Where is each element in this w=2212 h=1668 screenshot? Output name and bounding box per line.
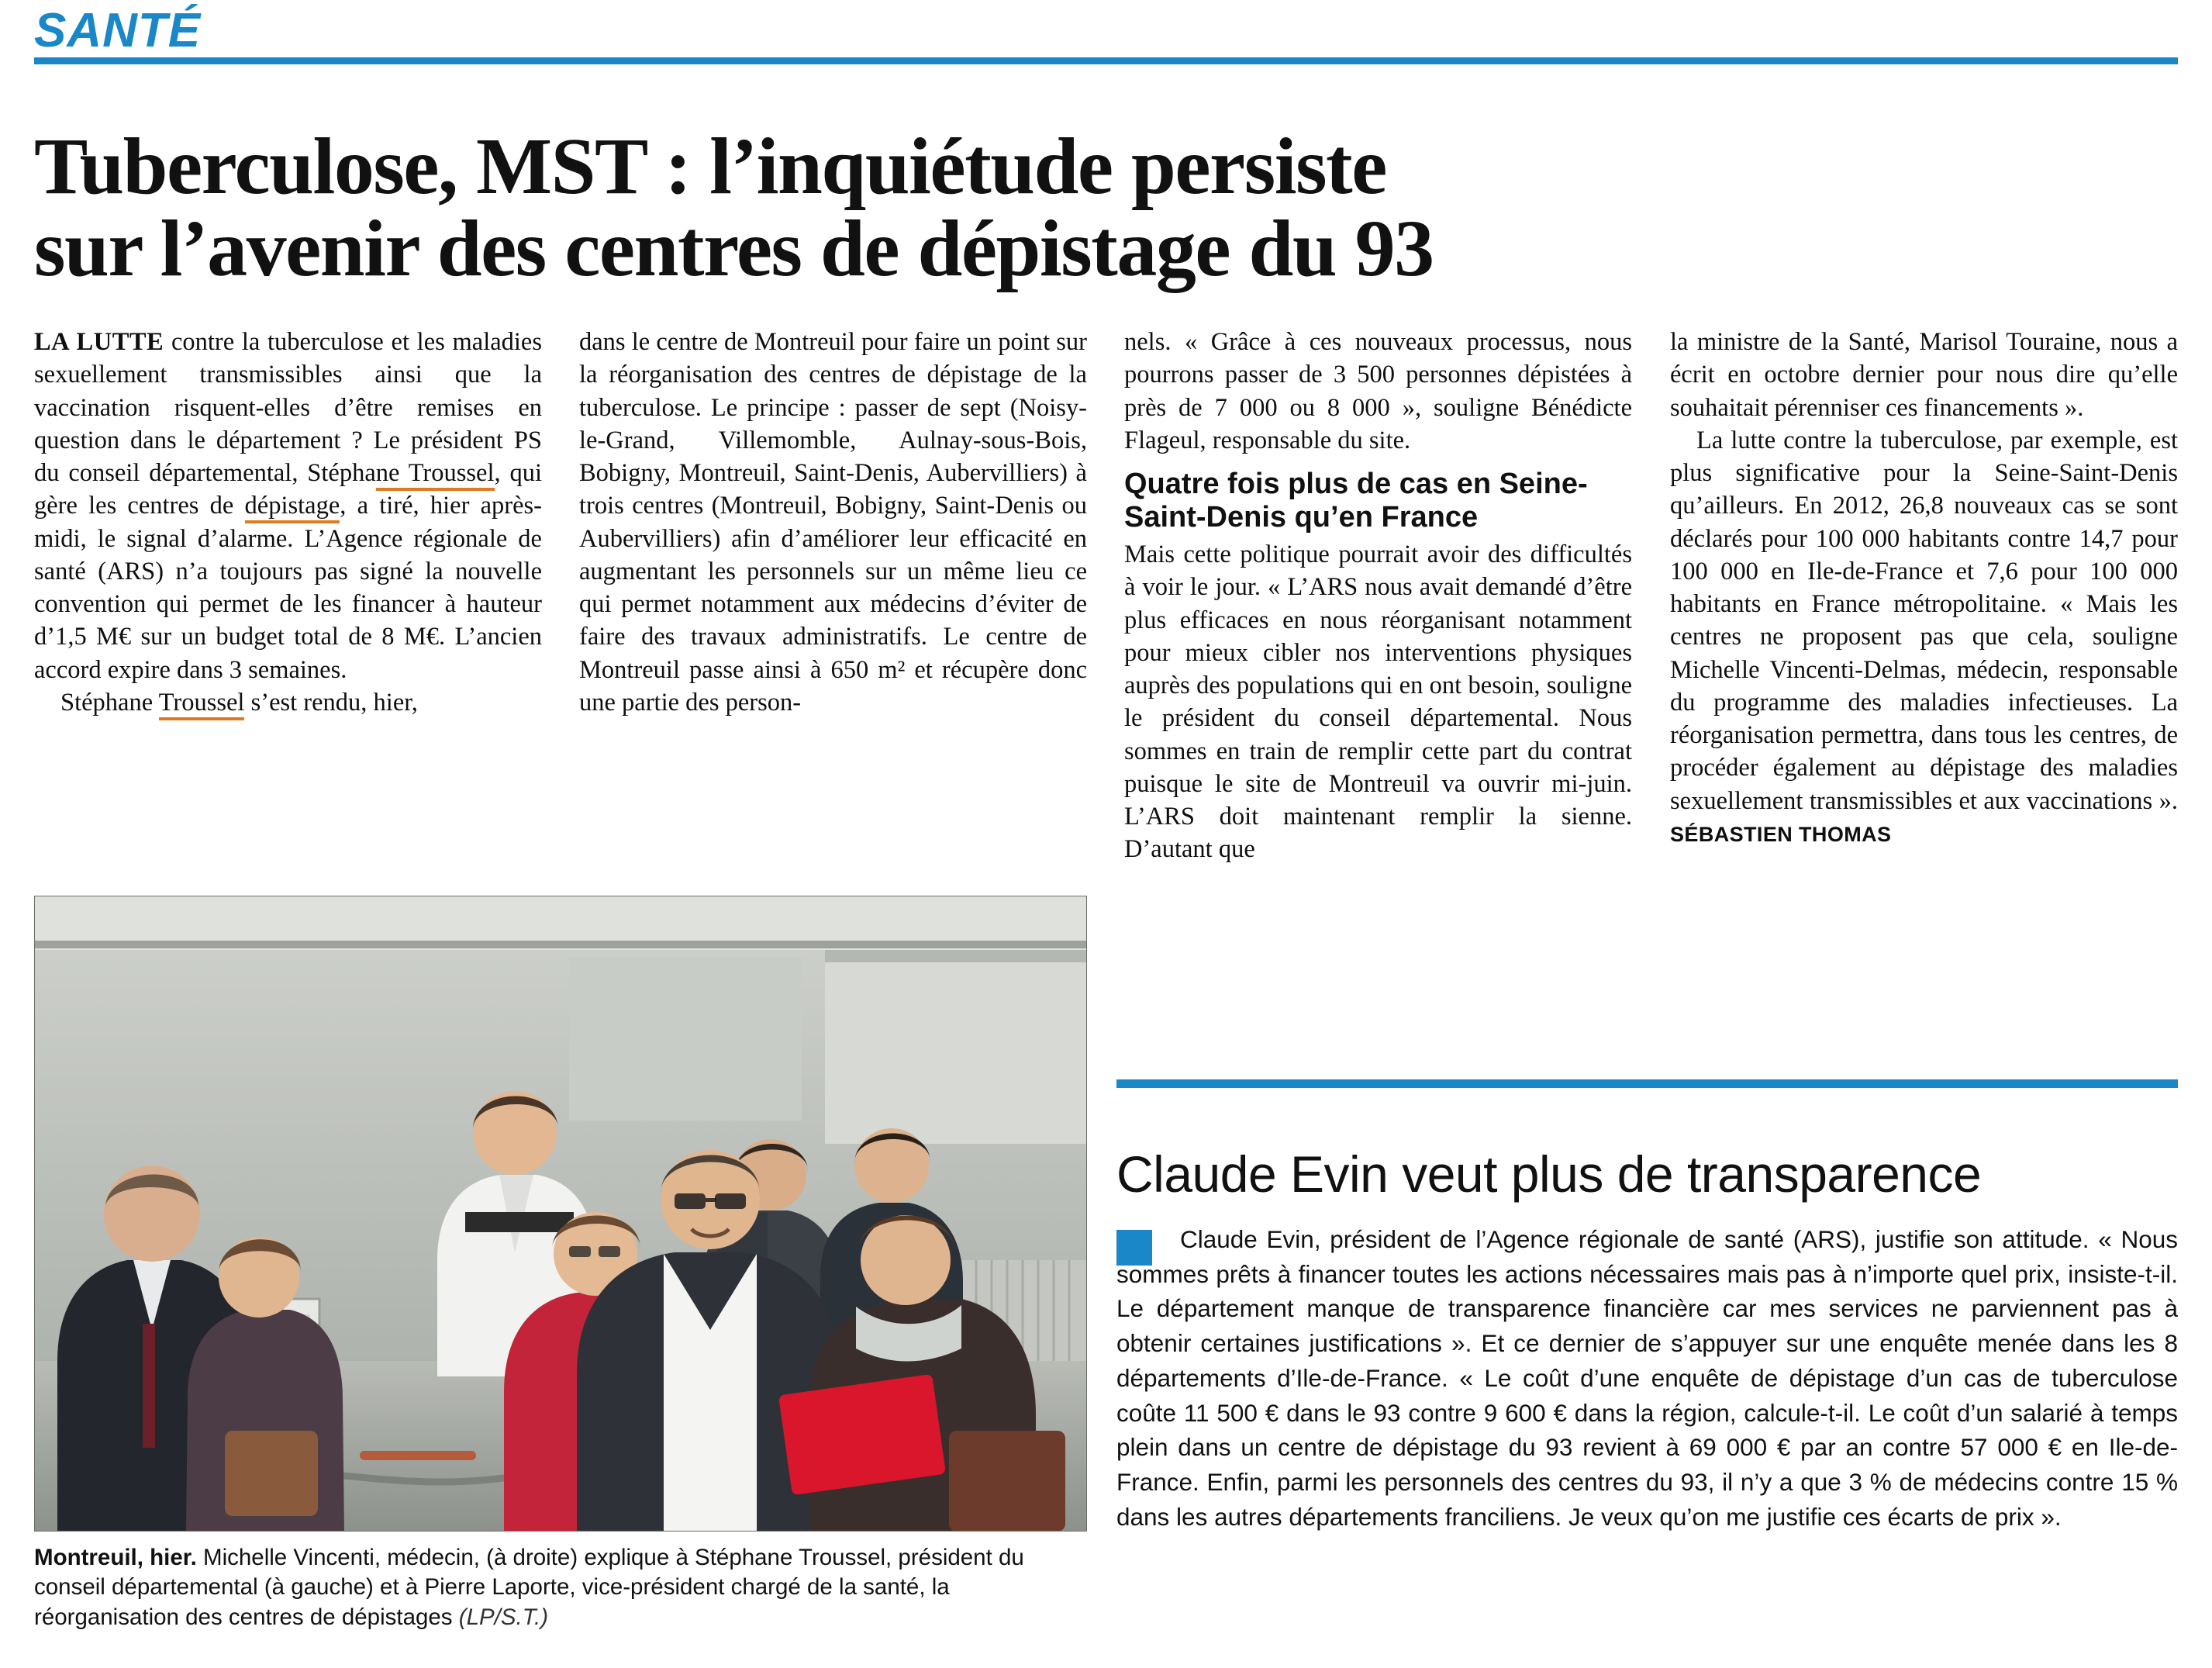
headline-line-2: sur l’avenir des centres de dépistage du 93 — [34, 203, 1434, 293]
paragraph — [1670, 424, 2178, 850]
paragraph-text: Stéphane — [60, 688, 159, 717]
paragraph-text: , qui gère les centres de — [34, 459, 543, 520]
paragraph: la ministre de la Santé, Marisol Touraine, nous a écrit en octobre dernier pour nous dire qu’elle souhaitait pérenniser ces financements ». — [1670, 328, 2178, 422]
secondary-article-body — [1116, 1222, 2178, 1534]
article-column-2 — [579, 326, 1087, 719]
headline-line-1: Tuberculose, MST : l’inquiétude persiste — [34, 121, 1386, 211]
photo-credit: (LP/S.T.) — [458, 1604, 549, 1630]
paragraph — [34, 326, 542, 686]
highlighted-word-depistage: dépistage — [245, 492, 340, 523]
section-divider-rule — [34, 57, 2178, 64]
caption-text: Michelle Vincenti, médecin, (à droite) explique à Stéphane Troussel, président du conseil départemental (à gauche) et à Pierre Laporte, vice-président chargé de la santé, la réorganisation des centres de dépistages — [34, 1545, 1024, 1630]
paragraph-text: contre la tuberculose et les maladies sexuellement transmissibles ainsi que la vaccination risquent-elles d’être remises en question dans le département ? Le président PS du conseil départemental, Stépha — [34, 328, 542, 487]
article-byline: SÉBASTIEN THOMAS — [1670, 822, 1892, 846]
paragraph-text: , a tiré, hier après-midi, le signal d’alarme. L’Agence régionale de santé (ARS) n’a toujours pas signé la nouvelle convention qui permet de les financer à hauteur d’1,5 M€ sur un budget total de 8 M€. L’ancien accord expire dans 3 semaines. — [34, 492, 542, 684]
article-photo — [34, 896, 1087, 1532]
article-subheading: Quatre fois plus de cas en Seine-Saint-Denis qu’en France — [1124, 468, 1588, 534]
article-column-3 — [1124, 326, 1632, 866]
highlighted-name-troussel-2: Troussel — [159, 689, 245, 720]
photo-image — [34, 896, 1087, 1532]
section-label: SANTÉ — [34, 4, 202, 57]
paragraph-text: La lutte contre la tuberculose, par exemple, est plus significative pour la Seine-Saint-Denis qu’ailleurs. En 2012, 26,8 nouveaux cas se sont déclarés pour 100 000 habitants contre 14,7 pour 100 000 en Ile-de-France et 7,6 pour 100 000 habitants en France métropolitaine. « Mais les centres ne proposent pas que cela, souligne Michelle Vincenti-Delmas, médecin, responsable du programme des maladies infectieuses. La réorganisation permettra, dans tous les centres, de procéder également au dépistage des maladies sexuellement transmissibles et aux vaccinations ». — [1670, 426, 2178, 815]
paragraph-text: s’est rendu, hier, — [244, 688, 418, 717]
secondary-article-divider — [1116, 1079, 2178, 1088]
paragraph: Mais cette politique pourrait avoir des difficultés à voir le jour. « L’ARS nous avait demandé d’être plus efficaces en nous réorganisant notamment pour mieux cibler nos interventions physiques auprès des populations qui en ont besoin, souligne le président du conseil départemental. Nous sommes en train de remplir cette part du contrat puisque le site de Montreuil va ouvrir mi-juin. L’ARS doit maintenant remplir la sienne. D’autant que — [1124, 540, 1632, 864]
article-column-1 — [34, 326, 542, 719]
paragraph — [34, 686, 542, 719]
highlighted-name-troussel: ne Troussel — [376, 459, 495, 491]
caption-lead: Montreuil, hier. — [34, 1545, 197, 1570]
article-column-4 — [1670, 326, 2178, 850]
secondary-article-title: Claude Evin veut plus de transparence — [1116, 1145, 1982, 1203]
paragraph: nels. « Grâce à ces nouveaux processus, nous pourrons passer de 3 500 personnes dépistées à près de 7 000 ou 8 000 », souligne Bénédicte Flageul, responsable du site. — [1124, 328, 1632, 454]
photo-frame — [34, 896, 1087, 1532]
paragraph: Claude Evin, président de l’Agence régionale de santé (ARS), justifie son attitude. « Nous sommes prêts à financer toutes les actions nécessaires mais pas à n’importe quel prix, insiste-t-il. Le département manque de transparence financière car mes services ne parviennent pas à obtenir certaines justifications ». Et ce dernier de s’appuyer sur une enquête menée dans les 8 départements d’Ile-de-France. « Le coût d’une enquête de dépistage d’un cas de tuberculose coûte 11 500 € dans le 93 contre 9 600 € dans la région, calcule-t-il. Le coût d’un salarié à temps plein dans un centre de dépistage du 93 revient à 69 000 € par an contre 57 000 € en Ile-de-France. Enfin, parmi les personnels des centres du 93, il n’y a que 3 % de médecins contre 15 % dans les autres départements franciliens. Je veux qu’on me justifie ces écarts de prix ». — [1116, 1225, 2178, 1531]
photo-caption — [34, 1543, 1087, 1632]
page-title — [34, 121, 2178, 293]
paragraph: dans le centre de Montreuil pour faire un point sur la réorganisation des centres de dépistage de la tuberculose. Le principe : passer de sept (Noisy-le-Grand, Villemomble, Aulnay-sous-Bois, Bobigny, Montreuil, Saint-Denis, Aubervilliers) à trois centres (Montreuil, Bobigny, Saint-Denis ou Aubervilliers) afin d’améliorer leur efficacité en augmentant les personnels sur un même lieu ce qui permet notamment aux médecins d’éviter de faire des travaux administratifs. Le centre de Montreuil passe ainsi à 650 m² et récupère donc une partie des person- — [579, 328, 1087, 717]
lede-text: LA LUTTE — [34, 328, 164, 356]
